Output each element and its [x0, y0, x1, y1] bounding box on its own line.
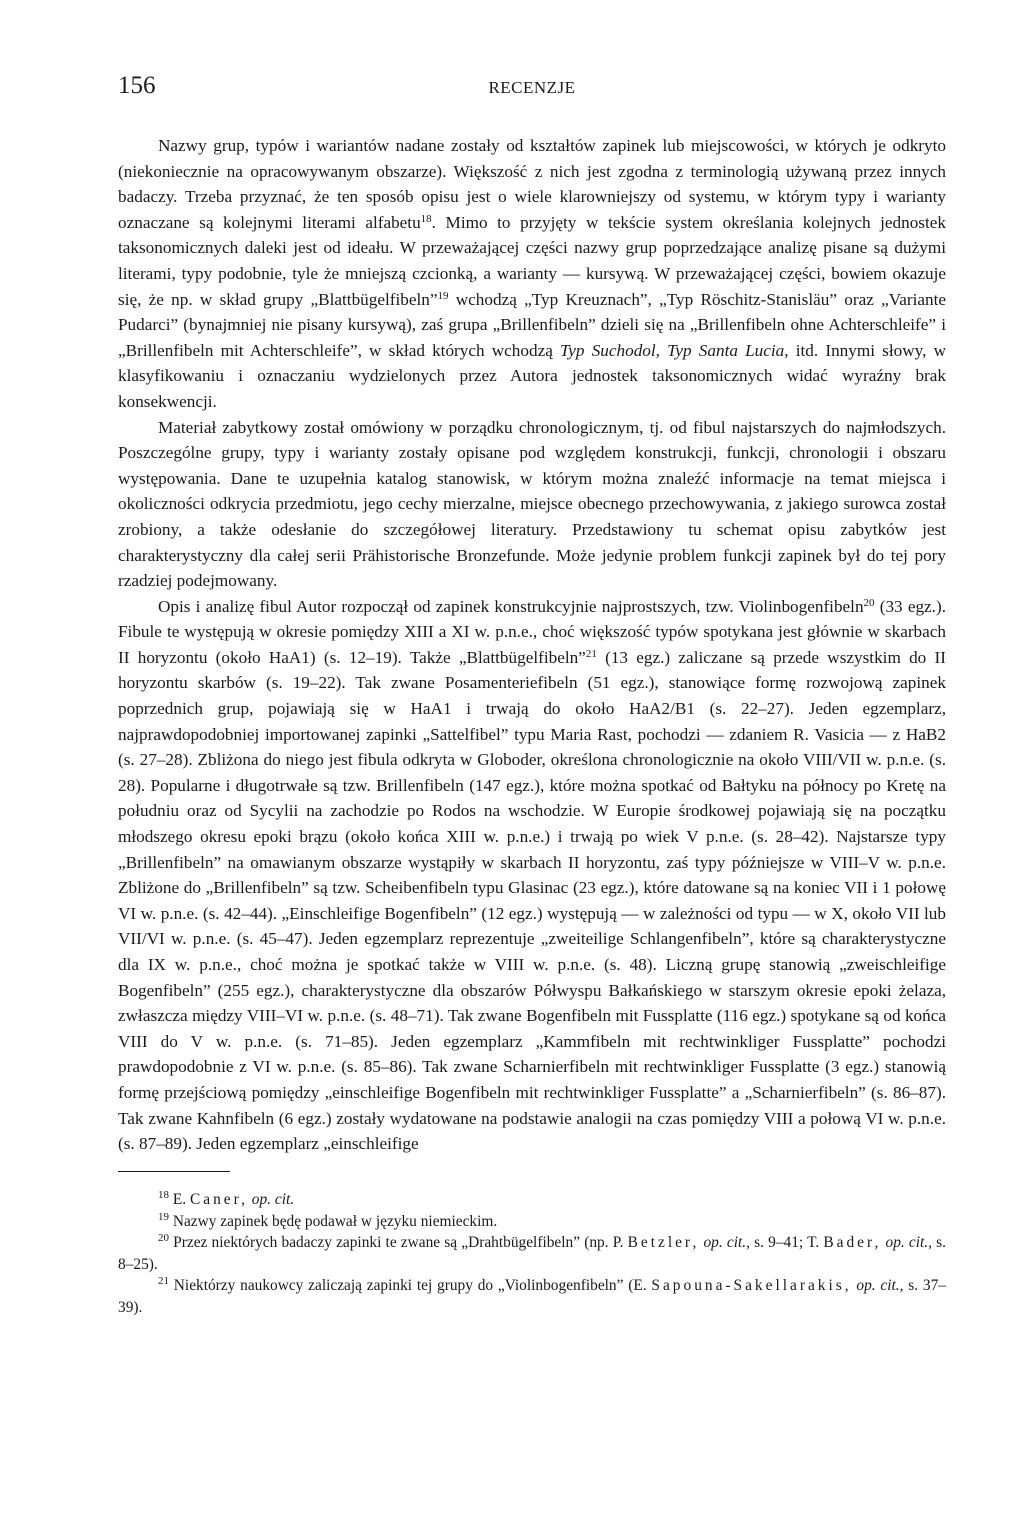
citation: op. cit., [699, 1234, 750, 1251]
author-name: Bader, [823, 1234, 882, 1251]
text-run: s. 37–39). [118, 1277, 946, 1316]
footnote-19 [118, 1211, 946, 1233]
citation: op. cit., [851, 1277, 904, 1294]
footnote-ref-21: 21 [585, 647, 597, 660]
footnote-ref-19: 19 [437, 289, 449, 302]
text-run: Opis i analizę fibul Autor rozpoczął od zapinek konstrukcyjnie najprostszych, tzw. Violinbogenfibeln [158, 596, 864, 616]
text-run: Nazwy grup, typów i wariantów nadane zostały od kształtów zapinek lub miejscowości, w których je odkryto (niekoniecznie na opracowywanym obszarze). Większość z nich jest zgodna z terminologią używaną przez innych badaczy. Trzeba przyznać, że ten sposób opisu jest o wiele klarowniejszy od systemu, w którym typy i warianty oznaczane są kolejnymi literami alfabetu [118, 136, 946, 232]
footnote-21 [118, 1275, 946, 1318]
footnote-ref-18: 18 [420, 212, 432, 225]
text-run: itd. Innymi słowy, w klasyfikowaniu i oznaczaniu wydzielonych przez Autora jednostek taksonomicznych widać wyraźny brak konsekwencji. [118, 340, 946, 411]
italic-type-names: Typ Suchodol, Typ Santa Lucia, [560, 340, 789, 360]
text-run: (13 egz.) zaliczane są przede wszystkim do II horyzontu skarbów (s. 19–22). Tak zwane Posamenteriefibeln (51 egz.), stanowiące formę rozwojową zapinek poprzednich grup, pojawiają się w HaA1 i trwają do około HaA2/B1 (s. 22–27). Jeden egzemplarz, najprawdopodobniej importowanej zapinki „Sattelfibel” typu Maria Rast, pochodzi — zdaniem R. Vasicia — z HaB2 (s. 27–28). Zbliżona do niego jest fibula odkryta w Globoder, określona chronologicznie na około VIII/VII w. p.n.e. (s. 28). Popularne i długotrwałe są tzw. Brillenfibeln (147 egz.), które można spotkać od Bałtyku na północy po Kretę na południu oraz od Sycylii na zachodzie po Rodos na wschodzie. W Europie środkowej pojawiają się na początku młodszego okresu epoki brązu (około końca XIII w. p.n.e.) i trwają po wiek V p.n.e. (s. 28–42). Najstarsze typy „Brillenfibeln” na omawianym obszarze wystąpiły w skarbach II horyzontu, zaś typy późniejsze w VIII–V w. p.n.e. Zbliżone do „Brillenfibeln” są tzw. Scheibenfibeln typu Glasinac (23 egz.), które datowane są na koniec VII i 1 połowę VI w. p.n.e. (s. 42–44). „Einschleifige Bogenfibeln” (12 egz.) występują — w zależności od typu — w X, około VII lub VII/VI w. p.n.e. (s. 45–47). Jeden egzemplarz reprezentuje „zweiteilige Schlangenfibeln”, które są charakterystyczne dla IX w. p.n.e., choć można je spotkać także w VIII w. p.n.e. (s. 48). Liczną grupę stanowią „zweischleifige Bogenfibeln” (255 egz.), charakterystyczne dla obszarów Półwyspu Bałkańskiego w starszym okresie epoki żelaza, zwłaszcza między VIII–VI w. p.n.e. (s. 48–71). Tak zwane Bogenfibeln mit Fussplatte (116 egz.) spotykane są od końca VIII do V w. p.n.e. (s. 71–85). Jeden egzemplarz „Kammfibeln mit rechtwinkliger Fussplatte” pochodzi prawdopodobnie z VI w. p.n.e. (s. 85–86). Tak zwane Scharnierfibeln mit rechtwinkliger Fussplatte (3 egz.) stanowią formę przejściową pomiędzy „einschleifige Bogenfibeln mit rechtwinkliger Fussplatte” a „Scharnierfibeln” (s. 86–87). Tak zwane Kahnfibeln (6 egz.) zostały wydatowane na podstawie analogii na czas pomiędzy VIII a połową VI w. p.n.e. (s. 87–89). Jeden egzemplarz „einschleifige [118, 647, 946, 1154]
footnote-ref-20: 20 [863, 596, 875, 609]
text-run: Niektórzy naukowcy zaliczają zapinki tej grupy do „Violinbogenfibeln” (E. [173, 1277, 652, 1294]
author-name: Caner, [189, 1191, 248, 1208]
text-run: wchodzą „Typ Kreuznach”, „Typ Röschitz-Stanisläu” oraz „Variante Pudarci” (bynajmniej nie pisany kursywą), zaś grupa „Brillenfibeln” dzieli się na „Brillenfibeln ohne Achterschleife” i „Brillenfibeln mit Achterschleife”, w skład których wchodzą [118, 289, 946, 360]
citation: op. cit. [247, 1191, 295, 1208]
footnotes [118, 1189, 946, 1318]
footnote-rule [118, 1171, 230, 1172]
text-run: Materiał zabytkowy został omówiony w porządku chronologicznym, tj. od fibul najstarszych do najmłodszych. Poszczególne grupy, typy i warianty zostały opisane pod względem konstrukcji, funkcji, chronologii i obszaru występowania. Dane te uzupełnia katalog stanowisk, w którym można znaleźć informacje na temat miejsca i okoliczności odkrycia przedmiotu, jego cechy mierzalne, miejsce obecnego przechowywania, z jakiego surowca został zrobiony, a także odesłanie do szczegółowej literatury. Przedstawiony tu schemat opisu zabytków jest charakterystyczny dla całej serii Prähistorische Bronzefunde. Może jedynie problem funkcji zapinek był do tej pory rzadziej podejmowany. [118, 417, 946, 591]
author-name: Sapouna-Sakellarakis, [651, 1277, 852, 1294]
text-run: . Mimo to przyjęty w tekście system określania kolejnych jednostek taksonomicznych daleki jest od ideału. W przeważającej części nazwy grup poprzedzające analizę pisane są dużymi literami, typy podobnie, tyle że mniejszą czcionką, a warianty — kursywą. W przeważającej części, bowiem okazuje się, że np. w skład grupy „Blattbügelfibeln” [118, 212, 946, 309]
text-run: Przez niektórych badaczy zapinki te zwane są „Drahtbügelfibeln” (np. P. [173, 1234, 628, 1251]
body-text [118, 133, 946, 1157]
footnote-number: 20 [158, 1232, 169, 1244]
page-header [118, 72, 946, 106]
paragraph-1 [118, 133, 946, 415]
footnote-20 [118, 1232, 946, 1275]
paragraph-3 [118, 594, 946, 1157]
page-number: 156 [118, 72, 156, 99]
text-run: s. 8–25). [118, 1234, 946, 1273]
text-run: Nazwy zapinek będę podawał w języku niemieckim. [172, 1212, 498, 1230]
footnote-18 [118, 1189, 946, 1211]
text-run: (33 egz.). Fibule te występują w okresie pomiędzy XIII a XI w. p.n.e., choć większość typów spotykana jest głównie w skarbach II horyzontu (około HaA1) (s. 12–19). Także „Blattbügelfibeln” [118, 596, 946, 667]
footnote-number: 19 [158, 1210, 169, 1223]
paragraph-2 [118, 415, 946, 594]
running-head: RECENZJE [488, 78, 576, 97]
text-run: E. [172, 1191, 190, 1208]
footnote-number: 18 [158, 1189, 169, 1201]
footnote-number: 21 [158, 1275, 169, 1287]
citation: op. cit., [881, 1234, 932, 1251]
text-run: s. 9–41; T. [749, 1234, 824, 1251]
author-name: Betzler, [627, 1234, 700, 1251]
